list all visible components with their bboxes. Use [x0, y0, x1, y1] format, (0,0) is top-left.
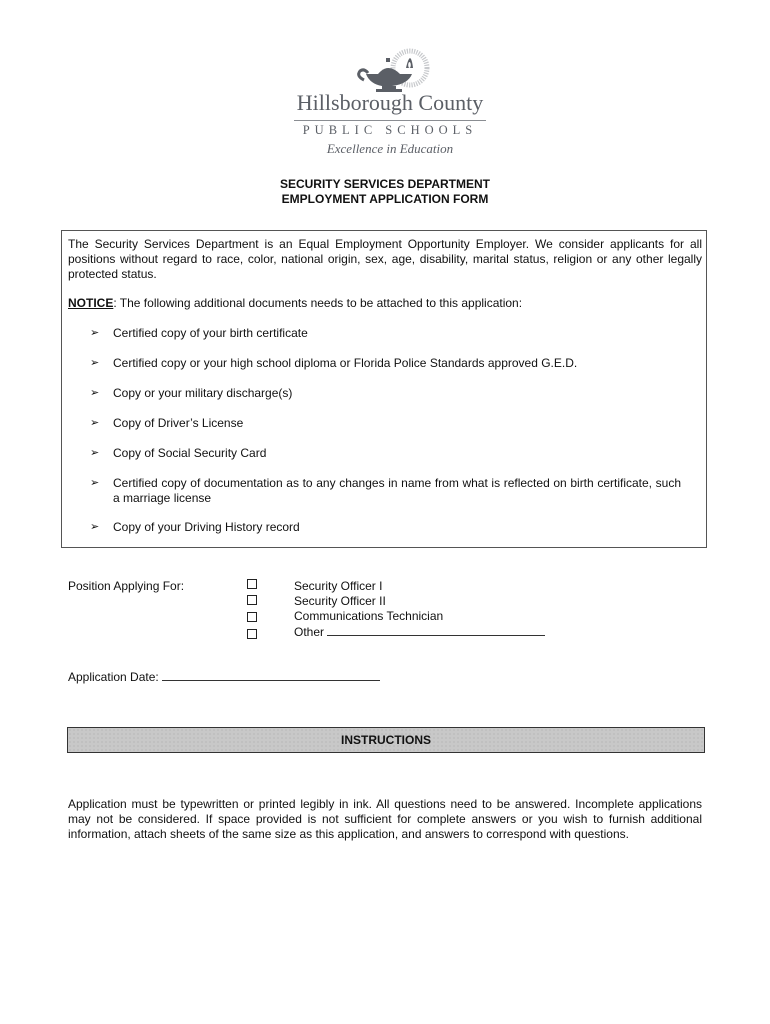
required-document: Copy or your military discharge(s) [113, 386, 293, 400]
arrow-bullet-icon: ➢ [90, 387, 100, 399]
position-label: Position Applying For: [68, 579, 185, 593]
required-document: Copy of Social Security Card [113, 446, 267, 460]
required-document: Certified copy or your high school diploma or Florida Police Standards approved G.E.D. [113, 356, 578, 370]
option-communications-technician: Communications Technician [294, 609, 444, 623]
option-security-officer-1: Security Officer I [294, 579, 383, 593]
required-document: Copy of your Driving History record [113, 520, 300, 534]
form-title: EMPLOYMENT APPLICATION FORM [281, 192, 489, 206]
arrow-bullet-icon: ➢ [90, 477, 100, 489]
required-document: Copy of Driver’s License [113, 416, 244, 430]
instructions-text: Application must be typewritten or printed legibly in ink. All questions need to be answered. Incomplete applications may not be considered. If space provided is not sufficient for complete answers or you wish to furnish additional information, attach sheets of the same size as this application, and answers to correspond with questions. [68, 797, 702, 841]
option-other-row [294, 624, 545, 640]
required-document: Certified copy of your birth certificate [113, 326, 308, 340]
required-document: Certified copy of documentation as to any changes in name from what is reflected on birth certificate, such a marriage license [113, 476, 681, 505]
logo-divider [294, 120, 486, 121]
arrow-bullet-icon: ➢ [90, 417, 100, 429]
checkbox-communications-technician[interactable] [247, 612, 257, 622]
application-date-row [68, 669, 380, 684]
option-other: Other [294, 625, 325, 639]
checkbox-security-officer-1[interactable] [247, 579, 257, 589]
district-logo [280, 44, 500, 160]
application-date-field[interactable] [162, 669, 380, 681]
notice-text: : The following additional documents needs to be attached to this application: [113, 296, 523, 310]
arrow-bullet-icon: ➢ [90, 447, 100, 459]
arrow-bullet-icon: ➢ [90, 357, 100, 369]
instructions-heading: INSTRUCTIONS [67, 727, 705, 753]
logo-subtitle: PUBLIC SCHOOLS [302, 123, 478, 137]
option-security-officer-2: Security Officer II [294, 594, 386, 608]
lamp-of-learning-icon [350, 44, 440, 92]
arrow-bullet-icon: ➢ [90, 521, 100, 533]
eeo-statement: The Security Services Department is an Equal Employment Opportunity Employer. We consider applicants for all positions without regard to race, color, national origin, sex, age, disability, marital status, religion or any other legally protected status. [68, 237, 702, 281]
other-position-field[interactable] [327, 624, 545, 636]
notice-paragraph [68, 296, 702, 311]
logo-district-name: Hillsborough County [296, 90, 484, 115]
notice-box [61, 230, 707, 548]
notice-label: NOTICE [68, 296, 114, 310]
form-department-title: SECURITY SERVICES DEPARTMENT [279, 177, 491, 191]
logo-tagline: Excellence in Education [326, 141, 454, 156]
checkbox-other[interactable] [247, 629, 257, 639]
application-date-label: Application Date: [68, 670, 159, 684]
arrow-bullet-icon: ➢ [90, 327, 100, 339]
checkbox-security-officer-2[interactable] [247, 595, 257, 605]
